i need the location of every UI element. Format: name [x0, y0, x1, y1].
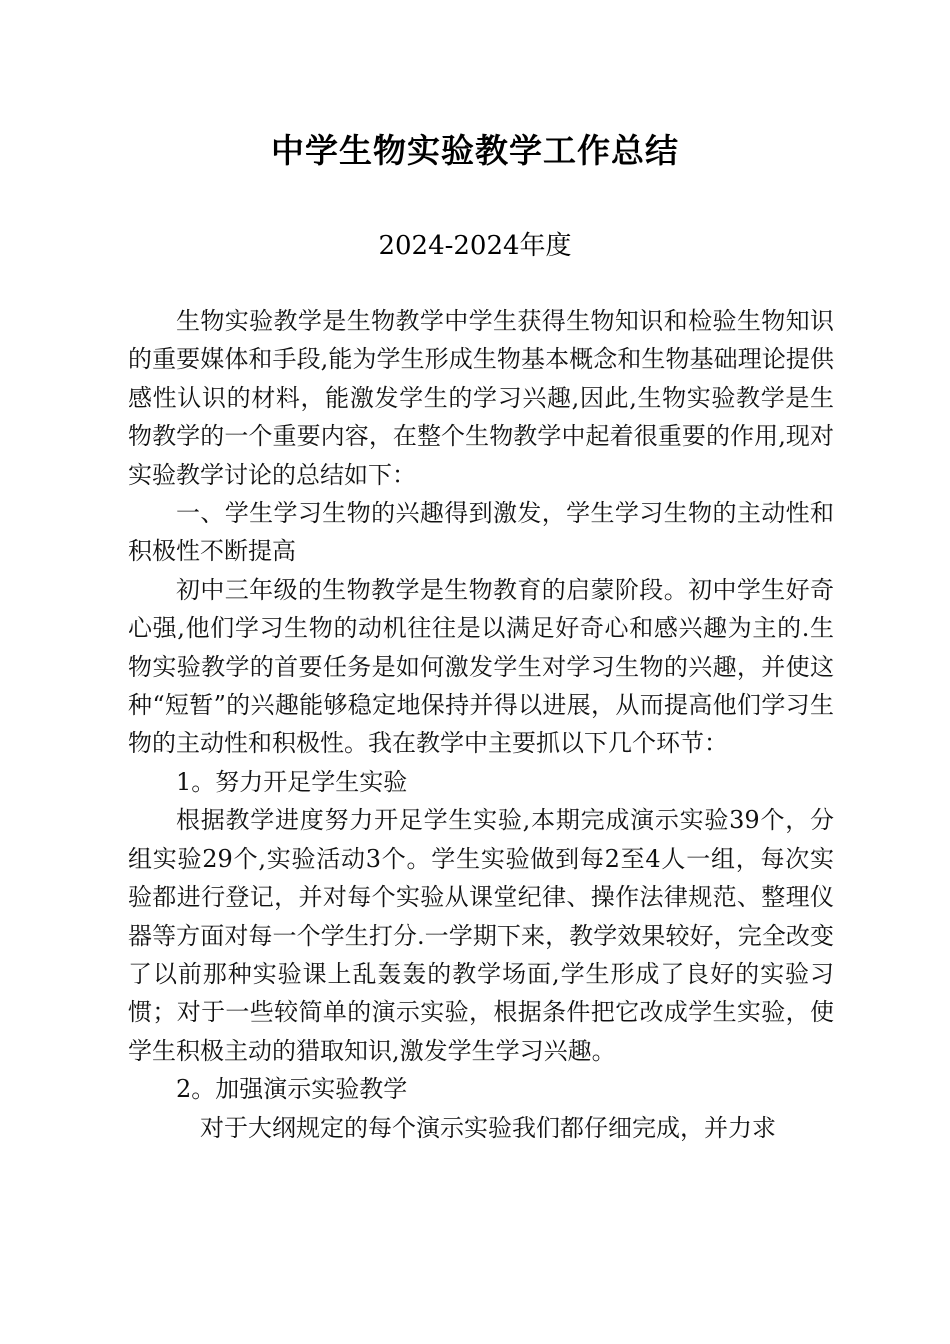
subsection-paragraph-2: 对于大纲规定的每个演示实验我们都仔细完成，并力求 [200, 1113, 776, 1142]
intro-paragraph: 生物实验教学是生物教学中学生获得生物知识和检验生物知识的重要媒体和手段,能为学生形成生物基本概念和生物基础理论提供感性认识的材料，能激发学生的学习兴趣,因此,生物实验教学是生物教学的一个重要内容，在整个生物教学中起着很重要的作用,现对实验教学讨论的总结如下： [128, 307, 834, 489]
subsection-heading-2: 2。加强演示实验教学 [176, 1075, 408, 1104]
document-subtitle: 2024-2024年度 [378, 231, 572, 261]
section-heading-1: 一、学生学习生物的兴趣得到激发，学生学习生物的主动性和积极性不断提高 [128, 499, 834, 566]
section-paragraph-1: 初中三年级的生物教学是生物教育的启蒙阶段。初中学生好奇心强,他们学习生物的动机往往是以满足好奇心和感兴趣为主的.生物实验教学的首要任务是如何激发学生对学习生物的兴趣，并使这种“短暂”的兴趣能够稳定地保持并得以进展，从而提高他们学习生物的主动性和积极性。我在教学中主要抓以下几个环节： [128, 575, 834, 758]
subsection-paragraph-1: 根据教学进度努力开足学生实验,本期完成演示实验39个，分组实验29个,实验活动3个。学生实验做到每2至4人一组，每次实验都进行登记，并对每个实验从课堂纪律、操作法律规范、整理仪器等方面对每一个学生打分.一学期下来，教学效果较好，完全改变了以前那种实验课上乱轰轰的教学场面,学生形成了良好的实验习惯；对于一些较简单的演示实验，根据条件把它改成学生实验，使学生积极主动的猎取知识,激发学生学习兴趣。 [128, 806, 834, 1065]
document-title: 中学生物实验教学工作总结 [271, 131, 679, 170]
document-body [128, 302, 834, 1147]
subsection-heading-1: 1。努力开足学生实验 [176, 767, 408, 796]
